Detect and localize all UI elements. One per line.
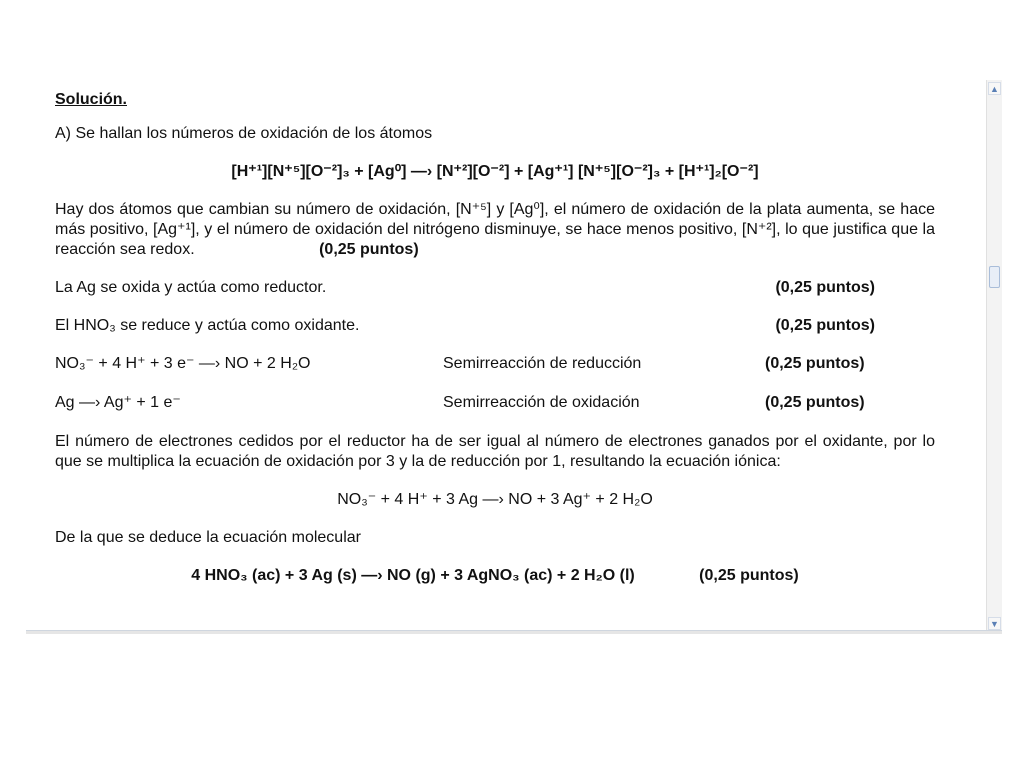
oxidant-text: El HNO₃ se reduce y actúa como oxidante. [55,317,360,334]
scroll-up-icon[interactable]: ▲ [988,82,1001,95]
half-reaction-points: (0,25 puntos) [765,394,865,411]
redox-points: (0,25 puntos) [319,241,419,258]
electrons-paragraph: El número de electrones cedidos por el reductor ha de ser igual al número de electrones ganados por el oxidante, por lo que se multiplica la ecuación de oxidación por 3 y la de reducción por 1, resultando la ecuación iónica: [55,433,935,470]
half-reaction-equation: NO₃⁻ + 4 H⁺ + 3 e⁻ —› NO + 2 H₂O [55,355,311,372]
intro-text: A) Se hallan los números de oxidación de los átomos [55,125,433,142]
reducer-line [55,278,935,298]
half-reaction-points: (0,25 puntos) [765,355,865,372]
half-reaction-oxidation [55,393,935,413]
oxidant-line [55,316,935,336]
redox-paragraph [55,200,935,260]
half-reaction-name: Semirreacción de oxidación [443,394,640,411]
ionic-equation: NO₃⁻ + 4 H⁺ + 3 Ag —› NO + 3 Ag⁺ + 2 H₂O [337,491,653,508]
half-reaction-name: Semirreacción de reducción [443,355,642,372]
oxidant-points: (0,25 puntos) [775,317,875,334]
vertical-scrollbar[interactable] [986,80,1002,632]
redox-paragraph-text: Hay dos átomos que cambian su número de oxidación, [N⁺⁵] y [Ag⁰], el número de oxidación de la plata aumenta, se hace más positivo, [Ag⁺¹], y el número de oxidación del nitrógeno disminuye, se hace menos positivo, [N⁺²], lo que justifica que la reacción sea redox. [55,201,935,258]
half-reaction-reduction [55,354,935,374]
molecular-points: (0,25 puntos) [699,567,799,584]
window-bottom-edge [26,630,1002,634]
molecular-equation: 4 HNO₃ (ac) + 3 Ag (s) —› NO (g) + 3 AgNO₃ (ac) + 2 H₂O (l) [191,567,635,584]
scroll-down-icon[interactable]: ▼ [988,617,1001,630]
molecular-intro: De la que se deduce la ecuación molecular [55,529,361,546]
half-reaction-equation: Ag —› Ag⁺ + 1 e⁻ [55,394,181,411]
document-viewport [26,80,1002,632]
document-content [55,90,935,604]
reducer-text: La Ag se oxida y actúa como reductor. [55,279,327,296]
oxidation-numbers-equation: [H⁺¹][N⁺⁵][O⁻²]₃ + [Ag⁰] —› [N⁺²][O⁻²] + [Ag⁺¹] [N⁺⁵][O⁻²]₃ + [H⁺¹]₂[O⁻²] [231,163,759,180]
reducer-points: (0,25 puntos) [775,279,875,296]
molecular-equation-line [55,566,935,586]
scroll-thumb[interactable] [989,266,1000,288]
solution-title: Solución. [55,91,127,108]
